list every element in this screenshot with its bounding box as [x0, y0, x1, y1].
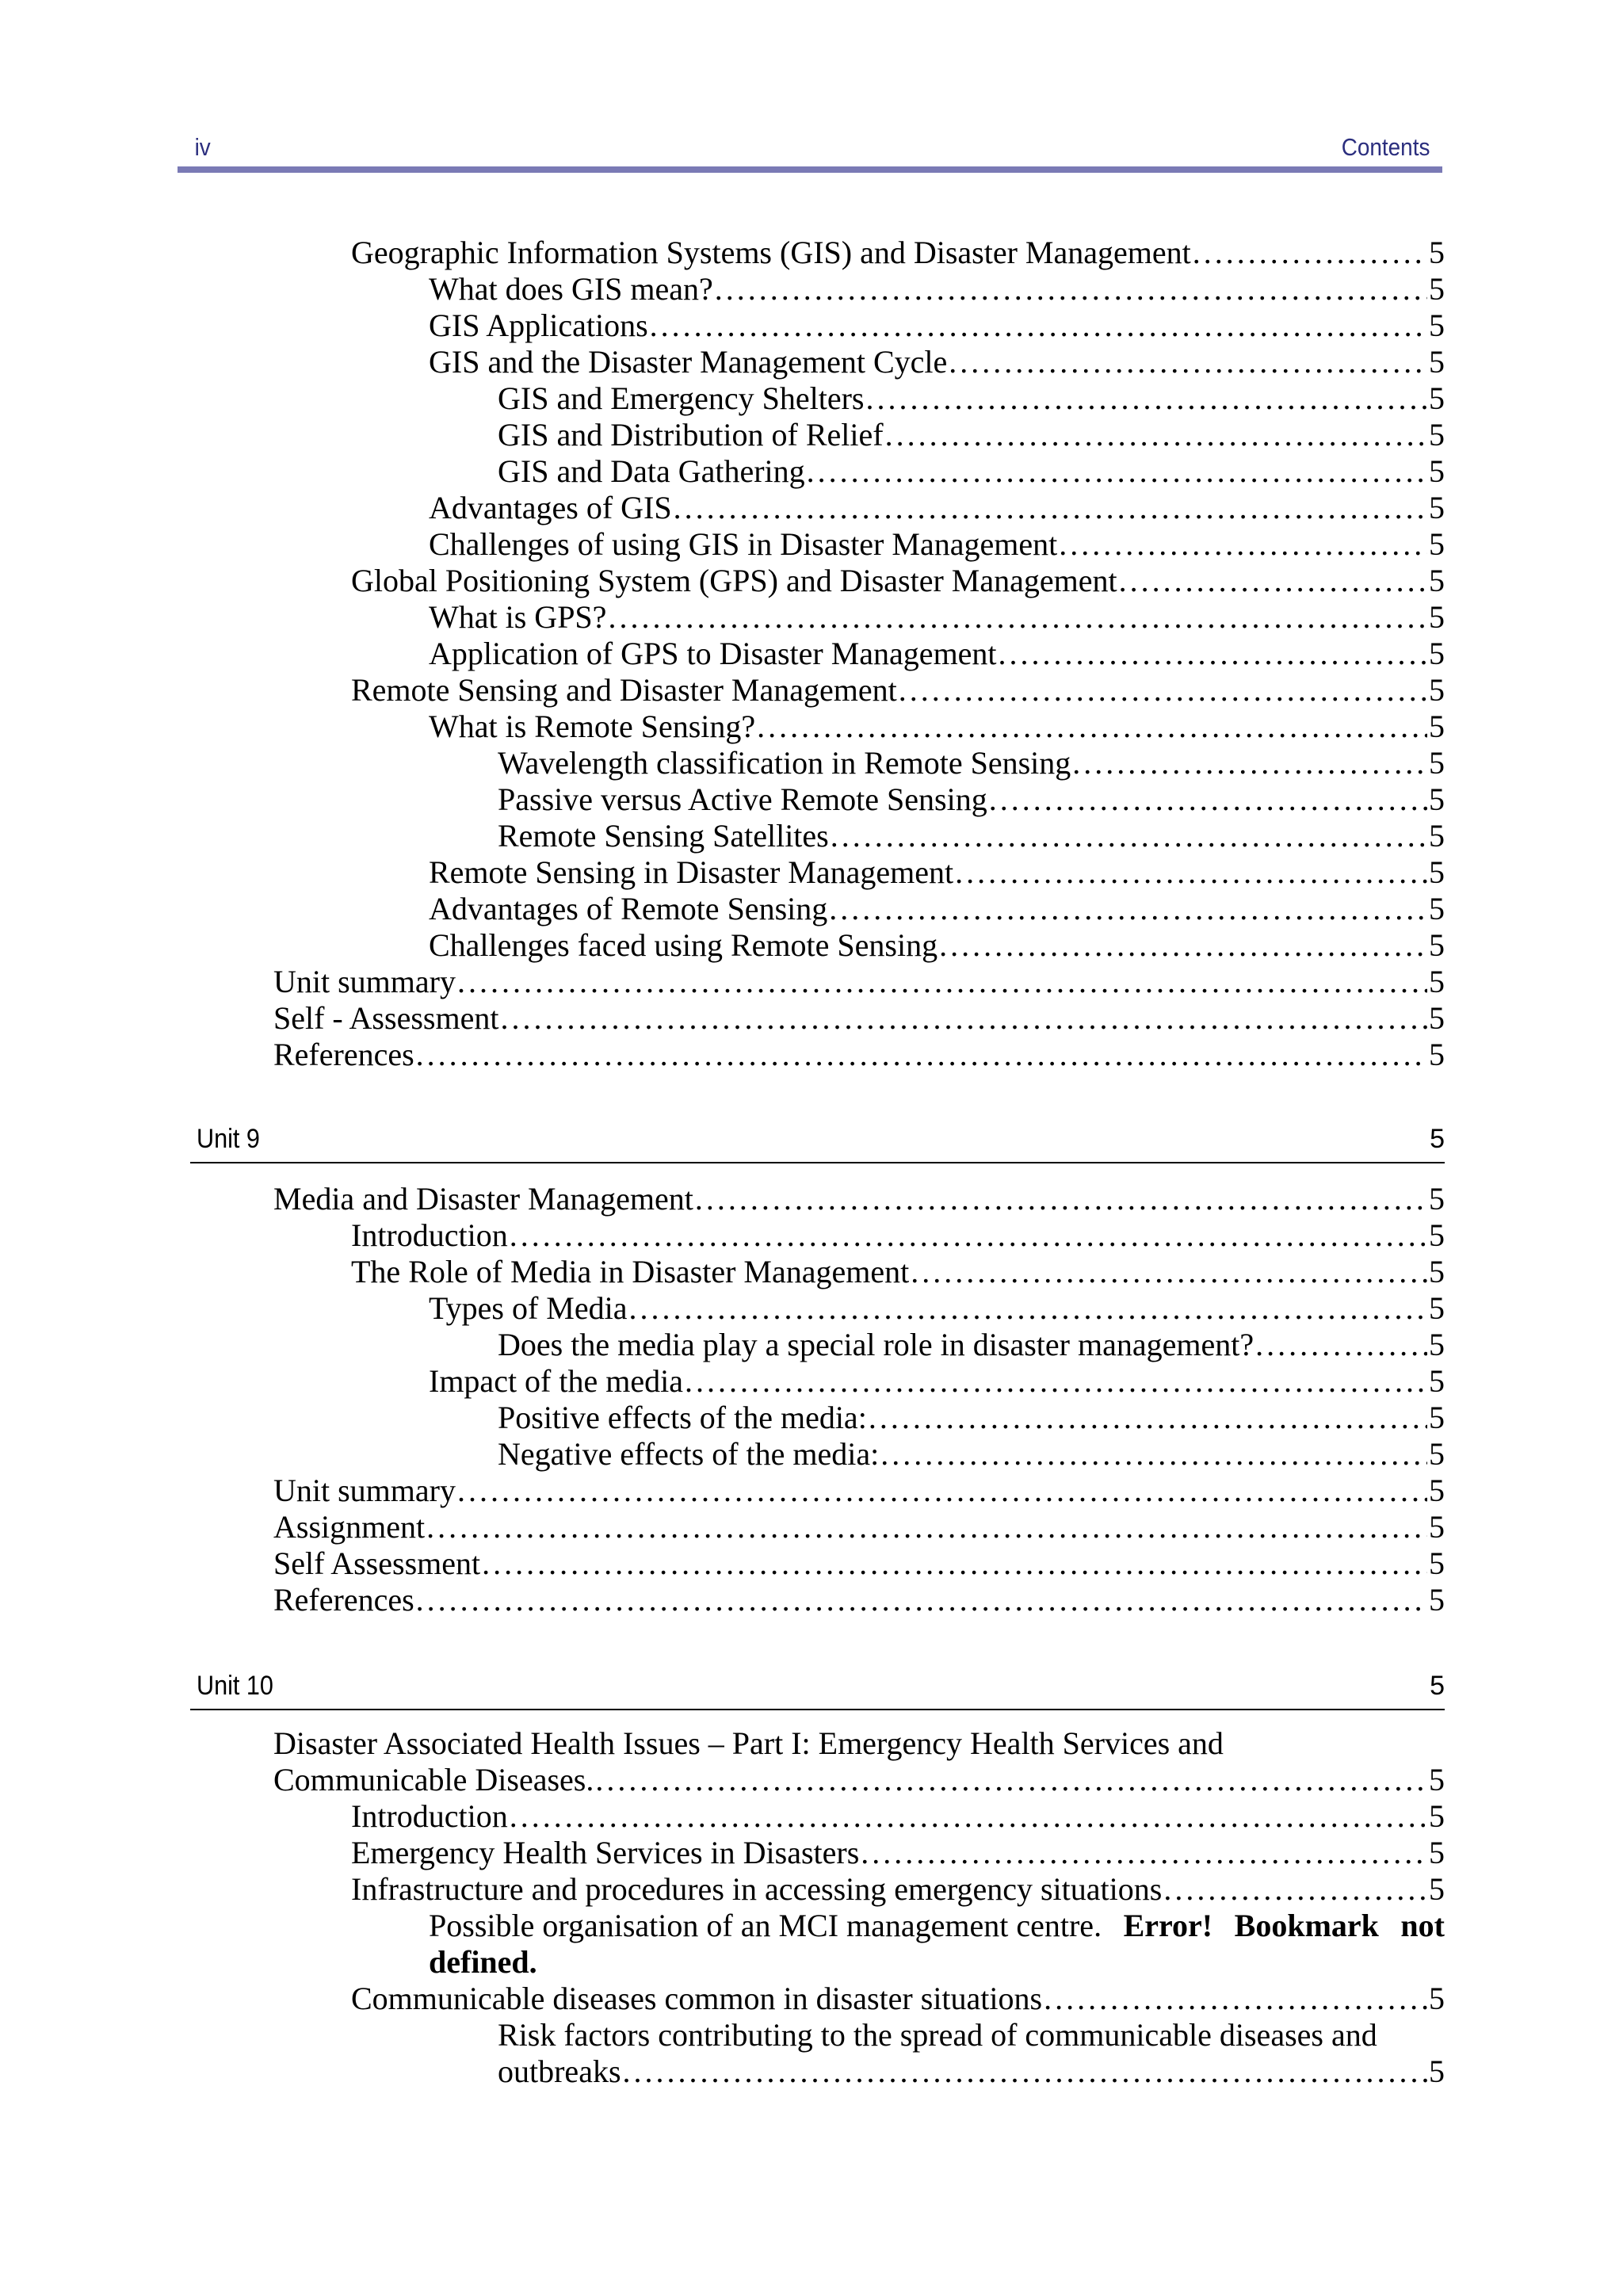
toc-heading-line[interactable]: Risk factors contributing to the spread of communicable diseases and — [498, 2017, 1377, 2053]
toc-entry-title: Challenges of using GIS in Disaster Management — [429, 526, 1058, 562]
toc-entry-title: Passive versus Active Remote Sensing — [498, 781, 987, 817]
toc-entry-title: Types of Media — [429, 1290, 628, 1326]
dot-leader — [955, 854, 1427, 891]
error-text: Bookmark — [1234, 1908, 1379, 1943]
toc-entry-title: What is Remote Sensing? — [429, 709, 756, 744]
toc-entry-title: Remote Sensing in Disaster Management — [429, 854, 954, 890]
dot-leader — [457, 1473, 1427, 1509]
toc-entry[interactable] — [273, 1509, 1445, 1545]
toc-entry-page: 5 — [1429, 1363, 1445, 1399]
toc-entry-page: 5 — [1429, 818, 1445, 854]
toc-entry[interactable] — [429, 526, 1445, 563]
toc-entry-title: Communicable Diseases. — [273, 1762, 594, 1797]
toc-entry-page: 5 — [1429, 1436, 1445, 1472]
toc-entry-page: 5 — [1429, 526, 1445, 562]
toc-entry-page: 5 — [1429, 380, 1445, 416]
toc-entry-title: Introduction — [351, 1798, 508, 1834]
toc-entry-title: Impact of the media — [429, 1363, 683, 1399]
toc-entry[interactable] — [429, 308, 1445, 344]
dot-leader — [911, 1254, 1427, 1290]
unit-page: 5 — [1430, 1671, 1445, 1701]
toc-entry-page: 5 — [1429, 235, 1445, 270]
toc-entry-title: Emergency Health Services in Disasters — [351, 1835, 860, 1870]
toc-entry[interactable] — [429, 1290, 1445, 1327]
toc-entry[interactable] — [273, 964, 1445, 1000]
toc-entry-title: Remote Sensing and Disaster Management — [351, 672, 897, 708]
dot-leader — [595, 1762, 1427, 1798]
dot-leader — [1119, 563, 1427, 599]
error-text-continued: defined. — [429, 1944, 537, 1980]
toc-entry[interactable] — [429, 927, 1445, 964]
unit-heading-9[interactable] — [190, 1124, 1445, 1160]
dot-leader — [1044, 1981, 1427, 2017]
toc-entry-title: GIS and the Disaster Management Cycle — [429, 344, 948, 380]
toc-entry[interactable] — [351, 235, 1445, 271]
toc-entry-title: Assignment — [273, 1509, 426, 1545]
dot-leader — [674, 490, 1427, 526]
dot-leader — [880, 1436, 1427, 1473]
toc-entry[interactable] — [498, 1436, 1445, 1473]
toc-entry[interactable] — [429, 599, 1445, 636]
toc-entry-page: 5 — [1429, 417, 1445, 453]
toc-entry-title: Application of GPS to Disaster Management — [429, 636, 997, 671]
toc-entry-page: 5 — [1429, 1181, 1445, 1217]
toc-entry-title: Unit summary — [273, 964, 456, 999]
unit-rule — [190, 1709, 1445, 1710]
dot-leader — [885, 417, 1427, 453]
toc-entry-title: Remote Sensing Satellites — [498, 818, 829, 854]
toc-entry[interactable] — [429, 891, 1445, 927]
toc-entry[interactable] — [429, 271, 1445, 308]
toc-entry-page: 5 — [1429, 1217, 1445, 1253]
toc-heading-line[interactable]: Disaster Associated Health Issues – Part I: Emergency Health Services and — [273, 1725, 1224, 1761]
toc-entry[interactable] — [351, 1981, 1445, 2017]
toc-entry[interactable] — [498, 781, 1445, 818]
dot-leader — [608, 599, 1427, 636]
toc-entry[interactable] — [429, 854, 1445, 891]
toc-entry[interactable] — [429, 636, 1445, 672]
toc-entry-page: 5 — [1429, 745, 1445, 781]
toc-entry-title: Does the media play a special role in disaster management? — [498, 1327, 1254, 1362]
toc-entry[interactable] — [273, 1037, 1445, 1073]
toc-entry[interactable] — [273, 1181, 1445, 1217]
toc-entry-page: 5 — [1429, 599, 1445, 635]
unit-heading-10[interactable] — [190, 1671, 1445, 1707]
toc-entry[interactable] — [498, 417, 1445, 453]
dot-leader — [989, 781, 1427, 818]
toc-entry-page: 5 — [1429, 964, 1445, 999]
toc-entry[interactable] — [351, 1835, 1445, 1871]
toc-entry[interactable] — [351, 1798, 1445, 1835]
dot-leader — [416, 1037, 1427, 1073]
dot-leader — [1163, 1871, 1427, 1908]
toc-entry-page: 5 — [1429, 1762, 1445, 1797]
toc-entry-title: GIS and Distribution of Relief — [498, 417, 884, 453]
toc-entry-page: 5 — [1429, 636, 1445, 671]
dot-leader — [510, 1217, 1427, 1254]
toc-entry[interactable] — [351, 1217, 1445, 1254]
toc-entry[interactable] — [498, 380, 1445, 417]
toc-entry-page: 5 — [1429, 308, 1445, 343]
toc-entry-title: Possible organisation of an MCI management centre. — [429, 1908, 1102, 1943]
dot-leader — [1072, 745, 1427, 781]
dot-leader — [715, 271, 1427, 308]
toc-entry-page: 5 — [1429, 453, 1445, 489]
toc-entry-page: 5 — [1429, 1509, 1445, 1545]
dot-leader — [939, 927, 1427, 964]
dot-leader — [861, 1835, 1427, 1871]
toc-entry[interactable] — [498, 2053, 1445, 2090]
dot-leader — [829, 891, 1427, 927]
dot-leader — [1255, 1327, 1427, 1363]
dot-leader — [623, 2053, 1427, 2090]
dot-leader — [865, 380, 1427, 417]
toc-entry[interactable] — [429, 344, 1445, 380]
toc-entry-page: 5 — [1429, 1835, 1445, 1870]
dot-leader — [685, 1363, 1427, 1400]
toc-entry-title: GIS and Emergency Shelters — [498, 380, 865, 416]
dot-leader — [869, 1400, 1427, 1436]
toc-entry-page: 5 — [1429, 781, 1445, 817]
toc-entry[interactable] — [429, 490, 1445, 526]
dot-leader — [426, 1509, 1427, 1545]
toc-entry-page: 5 — [1429, 891, 1445, 926]
toc-entry-page: 5 — [1429, 1545, 1445, 1581]
toc-entry-page: 5 — [1429, 271, 1445, 307]
toc-entry-title: GIS Applications — [429, 308, 648, 343]
toc-entry[interactable] — [273, 1000, 1445, 1037]
toc-entry-title: Positive effects of the media: — [498, 1400, 867, 1435]
toc-entry-page: 5 — [1429, 1400, 1445, 1435]
toc-entry-page: 5 — [1429, 1871, 1445, 1907]
toc-entry-page: 5 — [1429, 1327, 1445, 1362]
dot-leader — [999, 636, 1427, 672]
toc-entry-title: outbreaks — [498, 2053, 621, 2089]
toc-entry-page: 5 — [1429, 1981, 1445, 2016]
toc-entry[interactable] — [273, 1582, 1445, 1618]
toc-entry-title: Infrastructure and procedures in accessing emergency situations — [351, 1871, 1163, 1907]
toc-entry[interactable] — [351, 563, 1445, 599]
toc-entry[interactable] — [429, 1363, 1445, 1400]
dot-leader — [457, 964, 1427, 1000]
toc-entry-title: Challenges faced using Remote Sensing — [429, 927, 938, 963]
toc-entry-title: GIS and Data Gathering — [498, 453, 805, 489]
toc-entry-title: Self Assessment — [273, 1545, 481, 1581]
dot-leader — [899, 672, 1427, 709]
toc-entry-page: 5 — [1429, 1037, 1445, 1072]
toc-entry-page: 5 — [1429, 927, 1445, 963]
toc-entry-page: 5 — [1429, 1000, 1445, 1036]
toc-entry[interactable] — [273, 1545, 1445, 1582]
toc-entry-title: What does GIS mean? — [429, 271, 713, 307]
toc-entry[interactable] — [351, 1871, 1445, 1908]
dot-leader — [510, 1798, 1427, 1835]
toc-entry-page: 5 — [1429, 344, 1445, 380]
dot-leader — [807, 453, 1427, 490]
toc-entry-title: Communicable diseases common in disaster situations — [351, 1981, 1043, 2016]
toc-entry-title: References — [273, 1037, 414, 1072]
toc-entry-page: 5 — [1429, 1290, 1445, 1326]
toc-entry-page: 5 — [1429, 1582, 1445, 1618]
toc-entry-page: 5 — [1429, 854, 1445, 890]
unit-label: Unit 9 — [197, 1124, 260, 1154]
toc-entry-title: Geographic Information Systems (GIS) and Disaster Management — [351, 235, 1191, 270]
dot-leader — [1059, 526, 1427, 563]
toc-entry[interactable] — [273, 1473, 1445, 1509]
dot-leader — [650, 308, 1427, 344]
toc-entry-title: Global Positioning System (GPS) and Disaster Management — [351, 563, 1117, 598]
toc-entry[interactable] — [351, 672, 1445, 709]
dot-leader — [695, 1181, 1427, 1217]
toc-entry-title: References — [273, 1582, 414, 1618]
header-page-number: iv — [194, 133, 211, 161]
toc-entry-title: What is GPS? — [429, 599, 607, 635]
toc-entry-title: Introduction — [351, 1217, 508, 1253]
dot-leader — [831, 818, 1427, 854]
toc-entry-page: 5 — [1429, 1798, 1445, 1834]
toc-entry[interactable] — [498, 1327, 1445, 1363]
unit-label: Unit 10 — [197, 1671, 273, 1701]
error-text: not — [1400, 1908, 1445, 1943]
toc-entry-page: 5 — [1429, 1473, 1445, 1508]
toc-entry[interactable] — [498, 1400, 1445, 1436]
toc-entry[interactable] — [498, 818, 1445, 854]
dot-leader — [482, 1545, 1427, 1582]
toc-entry-title: Unit summary — [273, 1473, 456, 1508]
dot-leader — [416, 1582, 1427, 1618]
toc-entry-title: Advantages of Remote Sensing — [429, 891, 828, 926]
dot-leader — [757, 709, 1427, 745]
toc-entry[interactable] — [351, 1254, 1445, 1290]
header-section-title: Contents — [1341, 133, 1430, 161]
toc-entry-page: 5 — [1429, 672, 1445, 708]
toc-entry-title: Advantages of GIS — [429, 490, 672, 525]
dot-leader — [949, 344, 1427, 380]
toc-entry-title: The Role of Media in Disaster Management — [351, 1254, 910, 1289]
toc-entry-page: 5 — [1429, 490, 1445, 525]
toc-entry-page: 5 — [1429, 2053, 1445, 2089]
toc-entry[interactable] — [273, 1762, 1445, 1798]
toc-entry[interactable] — [498, 453, 1445, 490]
toc-entry[interactable] — [429, 709, 1445, 745]
toc-entry-title: Negative effects of the media: — [498, 1436, 880, 1472]
error-text: Error! — [1123, 1908, 1213, 1943]
toc-entry-page: 5 — [1429, 1254, 1445, 1289]
toc-entry-page: 5 — [1429, 709, 1445, 744]
unit-rule — [190, 1162, 1445, 1163]
dot-leader — [500, 1000, 1427, 1037]
dot-leader — [1193, 235, 1427, 271]
toc-entry-error[interactable] — [429, 1908, 1445, 1944]
toc-entry-title: Media and Disaster Management — [273, 1181, 693, 1217]
toc-entry-page: 5 — [1429, 563, 1445, 598]
header-rule — [178, 166, 1442, 173]
unit-page: 5 — [1430, 1124, 1445, 1154]
toc-entry[interactable] — [498, 745, 1445, 781]
toc-entry-title: Wavelength classification in Remote Sensing — [498, 745, 1071, 781]
toc-entry-title: Self - Assessment — [273, 1000, 499, 1036]
dot-leader — [628, 1290, 1427, 1327]
